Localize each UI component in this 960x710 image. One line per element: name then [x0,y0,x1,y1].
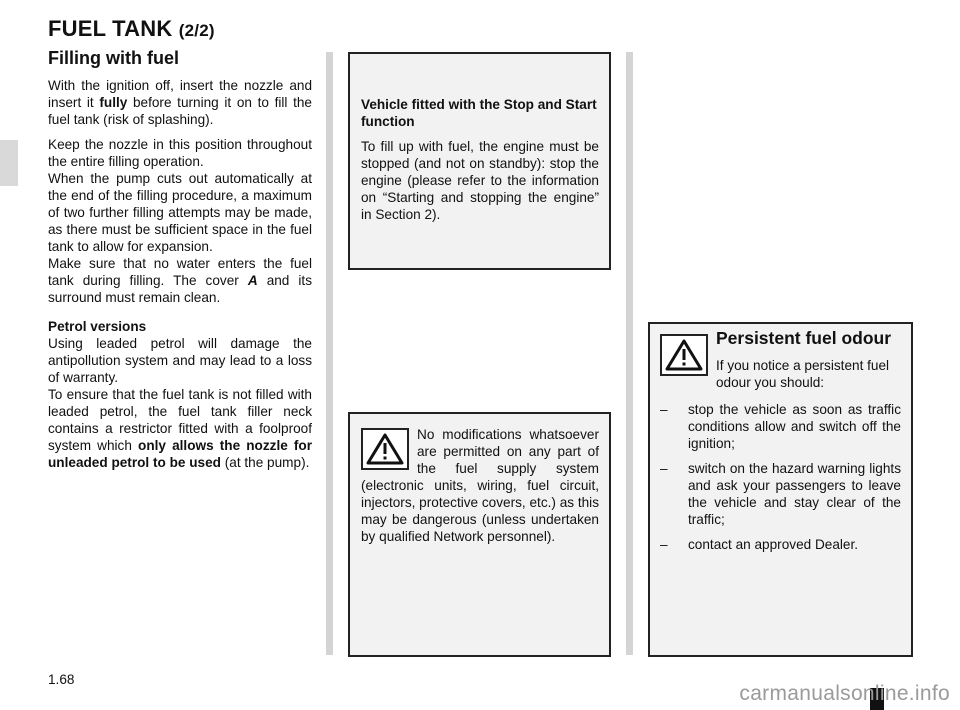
watermark-text: carmanualsonline.info [739,682,950,705]
page-title: FUEL TANK (2/2) [48,16,215,41]
main-column [48,50,312,479]
note-heading: Vehicle fitted with the Stop and Start function [361,97,597,129]
fuel-odour-warning-box [648,322,913,657]
paragraph-keep-nozzle: Keep the nozzle in this position throughout the entire filling operation. When the pump cuts out automatically at the end of the filling procedure, a maximum of two further filling attempts may be made, as there must be sufficient space in the fuel tank to allow for expansion. Make sure that no water enters the fuel tank during filling. The cover A and its surround must remain clean. [48,137,312,305]
section-heading: Filling with fuel [48,48,179,68]
odour-heading: Persistent fuel odour [716,328,892,348]
list-item: – contact an approved Dealer. [660,537,859,552]
divider-bar-right [626,52,633,655]
paragraph-insert-nozzle: With the ignition off, insert the nozzle and insert it fully before turning it on to fill the fuel tank (risk of splashing). [48,78,312,127]
warning-triangle-icon [361,428,409,470]
modification-warning-box [348,412,611,657]
stop-start-note-box [348,52,611,270]
warning-triangle-icon [660,334,708,376]
section-tab [0,140,18,186]
warning-text: No modifications whatsoever are permitted on any part of the fuel supply system (electronic units, wiring, fuel circuit, injectors, protective covers, etc.) as this may be dangerous (unless undertaken by qualified Network personnel). [361,427,599,544]
divider-bar-left [326,52,333,655]
paragraph-petrol-versions: Petrol versions Using leaded petrol will damage the antipollution system and may lead to a loss of warranty. To ensure that the fuel tank is not filled with leaded petrol, the fuel tank filler neck contains a restrictor fitted with a foolproof system which only allows the nozzle for unleaded petrol to be used (at the pump). [48,319,313,470]
note-text: To fill up with fuel, the engine must be stopped (and not on standby): stop the engine (please refer to the information on “Starting and stopping the engine” in Section 2). [361,139,599,222]
page-number: 1.68 [48,672,75,687]
page-part: (2/2) [178,21,215,40]
list-item: – switch on the hazard warning lights and ask your passengers to leave the vehicle and stay clear of the traffic; [660,461,901,527]
odour-intro: If you notice a persistent fuel odour you should: [716,358,890,390]
odour-steps-list [660,401,901,553]
list-item: – stop the vehicle as soon as traffic conditions allow and switch off the ignition; [660,402,901,451]
